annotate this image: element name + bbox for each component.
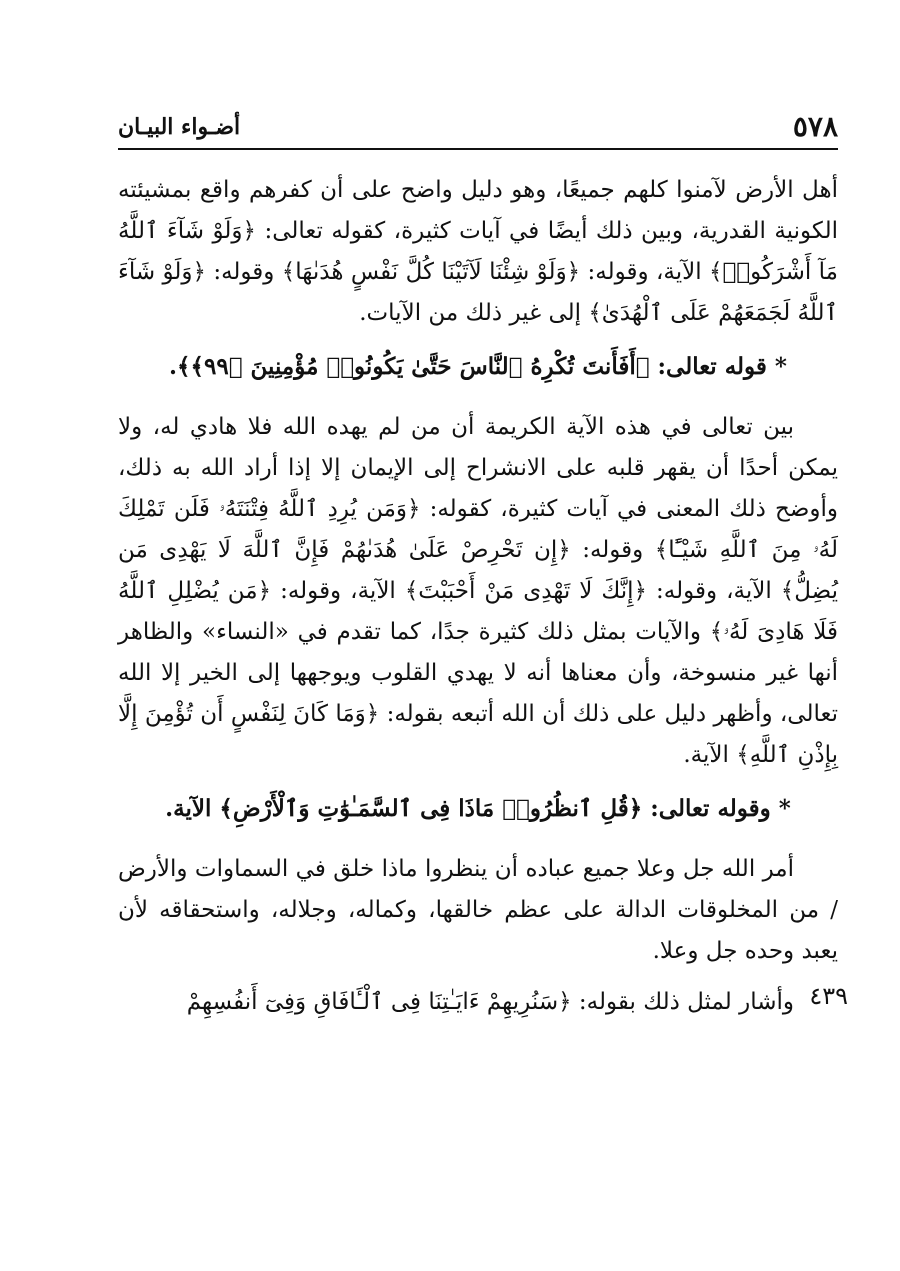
paragraph-3: أمر الله جل وعلا جميع عباده أن ينظروا ماذا خلق في السماوات والأرض / من المخلوقات الدالة على عظم خالقها، وكماله، وجلاله، واستحقاقه لأن يعبد وحده جل وعلا. (118, 856, 838, 964)
verse-heading-2: * وقوله تعالى: ﴿قُلِ ٱنظُرُوا۟ مَاذَا فِى ٱلسَّمَـٰوَٰتِ وَٱلْأَرْضِ﴾ الآية. (165, 795, 791, 822)
header-rule (118, 148, 838, 150)
page-header (118, 110, 838, 150)
margin-page-number: ٤٣٩ (809, 982, 848, 1010)
page-number: ٥٧٨ (792, 110, 838, 143)
running-title: أضـواء البيـان (118, 114, 241, 140)
paragraph-1: أهل الأرض لآمنوا كلهم جميعًا، وهو دليل واضح على أن كفرهم واقع بمشيئته الكونية القدرية، وبين ذلك أيضًا في آيات كثيرة، كقوله تعالى: ﴿وَلَوْ شَآءَ ٱللَّهُ مَآ أَشْرَكُوا۟﴾ الآية، وقوله: ﴿وَلَوْ شِئْنَا لَآتَيْنَا كُلَّ نَفْسٍ هُدَىٰهَا﴾ وقوله: ﴿وَلَوْ شَآءَ ٱللَّهُ لَجَمَعَهُمْ عَلَى ٱلْهُدَىٰ﴾ إلى غير ذلك من الآيات. (118, 177, 838, 326)
verse-heading-1: * قوله تعالى: ﴿أَفَأَنتَ تُكْرِهُ ٱلنَّاسَ حَتَّىٰ يَكُونُوا۟ مُؤْمِنِينَ ﴿٩٩﴾﴾. (169, 353, 787, 380)
body-text (118, 170, 838, 1023)
paragraph-2: بين تعالى في هذه الآية الكريمة أن من لم يهده الله فلا هادي له، ولا يمكن أحدًا أن يقهر قلبه على الانشراح إلى الإيمان إلا إذا أراد الله به ذلك، وأوضح ذلك المعنى في آيات كثيرة، كقوله: ﴿وَمَن يُرِدِ ٱللَّهُ فِتْنَتَهُۥ فَلَن تَمْلِكَ لَهُۥ مِنَ ٱللَّهِ شَيْـًٔا﴾ وقوله: ﴿إِن تَحْرِصْ عَلَىٰ هُدَىٰهُمْ فَإِنَّ ٱللَّهَ لَا يَهْدِى مَن يُضِلُّ﴾ الآية، وقوله: ﴿إِنَّكَ لَا تَهْدِى مَنْ أَحْبَبْتَ﴾ الآية، وقوله: ﴿مَن يُضْلِلِ ٱللَّهُ فَلَا هَادِىَ لَهُۥ﴾ والآيات بمثل ذلك كثيرة جدًا، كما تقدم في «النساء» والظاهر أنها غير منسوخة، وأن معناها أنه لا يهدي القلوب ويوجهها إلى الخير إلا الله تعالى، وأظهر دليل على ذلك أن الله أتبعه بقوله: ﴿وَمَا كَانَ لِنَفْسٍ أَن تُؤْمِنَ إِلَّا بِإِذْنِ ٱللَّهِ﴾ الآية. (118, 414, 838, 768)
paragraph-gap (118, 972, 838, 982)
paragraph-4: وأشار لمثل ذلك بقوله: ﴿سَنُرِيهِمْ ءَايَـٰتِنَا فِى ٱلْـَٔافَاقِ وَفِىٓ أَنفُسِهِمْ (186, 989, 794, 1015)
